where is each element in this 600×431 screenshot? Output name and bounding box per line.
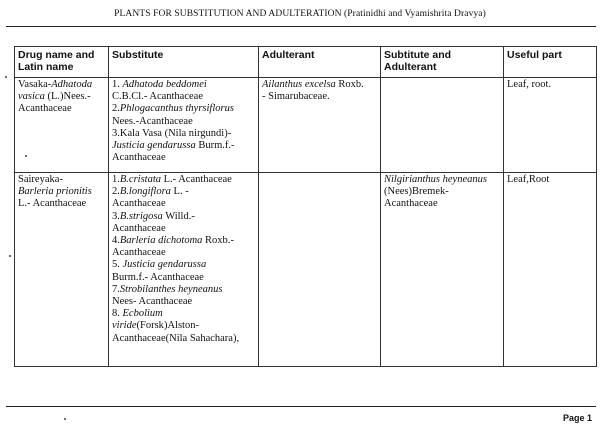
header-line: Adulterant xyxy=(262,49,315,61)
cell-line: Leaf,Root xyxy=(507,174,550,185)
cell-line: Justicia gendarussa Burm.f.- xyxy=(112,140,235,152)
cell-line: 7.Strobilanthes heyneanus xyxy=(112,283,223,295)
cell-substitute xyxy=(109,173,259,367)
cell-line: viride(Forsk)Alston- xyxy=(112,320,199,332)
page-header: PLANTS FOR SUBSTITUTION AND ADULTERATION (Pratinidhi and Vyamishrita Dravya) xyxy=(114,9,486,19)
column-header-substitute-and-adulterant xyxy=(381,47,504,78)
column-header-adulterant xyxy=(259,47,381,78)
table-header-row xyxy=(15,47,597,78)
scan-speck xyxy=(64,418,66,420)
cell-useful-part xyxy=(504,173,597,367)
cell-substitute-and-adulterant xyxy=(381,78,504,173)
cell-adulterant xyxy=(259,78,381,173)
cell-substitute xyxy=(109,78,259,173)
header-line: Latin name xyxy=(18,61,74,73)
cell-line: Vasaka-Adhatoda xyxy=(18,79,93,90)
cell-line: Nees.-Acanthaceae xyxy=(112,115,193,127)
footer-rule xyxy=(6,406,596,407)
cell-line: Nees- Acanthaceae xyxy=(112,296,193,308)
column-header-substitute xyxy=(109,47,259,78)
cell-line: Acanthaceae xyxy=(384,198,438,210)
cell-line: Nilgirianthus heyneanus xyxy=(384,174,487,185)
page-number: Page 1 xyxy=(562,413,592,423)
cell-useful-part xyxy=(504,78,597,173)
cell-line: vasica (L.)Nees.- xyxy=(18,91,91,103)
cell-line: Leaf, root. xyxy=(507,79,552,90)
cell-line: 8. Ecbolium xyxy=(112,308,163,320)
cell-line: Acanthaceae xyxy=(18,103,72,115)
header-line: Drug name and xyxy=(18,49,95,61)
header-line: Useful part xyxy=(507,49,562,61)
cell-line: L.- Acanthaceae xyxy=(18,198,87,210)
cell-line: 1.B.cristata L.- Acanthaceae xyxy=(112,174,232,185)
column-header-drug-name xyxy=(15,47,109,78)
cell-line: Burm.f.- Acanthaceae xyxy=(112,271,204,283)
cell-line: C.B.Cl.- Acanthaceae xyxy=(112,91,203,103)
table-row xyxy=(15,173,597,367)
header-line: Substitute xyxy=(112,49,164,61)
cell-line: 4.Barleria dichotoma Roxb.- xyxy=(112,235,234,247)
cell-line: (Nees)Bremek- xyxy=(384,186,449,198)
cell-line: 3.B.strigosa Willd.- xyxy=(112,210,195,222)
cell-line: Acanthaceae xyxy=(112,222,166,234)
cell-line: 2.B.longiflora L. - xyxy=(112,186,189,198)
cell-line: Acanthaceae xyxy=(112,198,166,210)
header-line: Adulterant xyxy=(384,61,437,73)
cell-line: Ailanthus excelsa Roxb. xyxy=(262,79,364,90)
cell-line: Barleria prionitis xyxy=(18,186,92,198)
header-line: Subtitute and xyxy=(384,49,452,61)
cell-substitute-and-adulterant xyxy=(381,173,504,367)
cell-drug xyxy=(15,78,109,173)
column-header-useful-part xyxy=(504,47,597,78)
cell-line: - Simarubaceae. xyxy=(262,91,330,103)
scan-speck xyxy=(9,255,11,257)
cell-line: 5. Justicia gendarussa xyxy=(112,259,207,271)
cell-line: Acanthaceae(Nila Sahachara), xyxy=(112,332,240,344)
scan-speck xyxy=(25,155,27,157)
cell-line: 3.Kala Vasa (Nila nirgundi)- xyxy=(112,127,232,139)
header-rule xyxy=(6,26,596,27)
cell-adulterant xyxy=(259,173,381,367)
cell-line: Acanthaceae xyxy=(112,247,166,259)
cell-line: 1. Adhatoda beddomei xyxy=(112,79,207,90)
scan-speck xyxy=(5,76,7,78)
cell-line: 2.Phlogacanthus thyrsiflorus xyxy=(112,103,234,115)
table-row xyxy=(15,78,597,173)
cell-drug xyxy=(15,173,109,367)
cell-line: Acanthaceae xyxy=(112,152,166,164)
cell-line: Saireyaka- xyxy=(18,174,63,185)
substitution-table xyxy=(14,46,597,367)
